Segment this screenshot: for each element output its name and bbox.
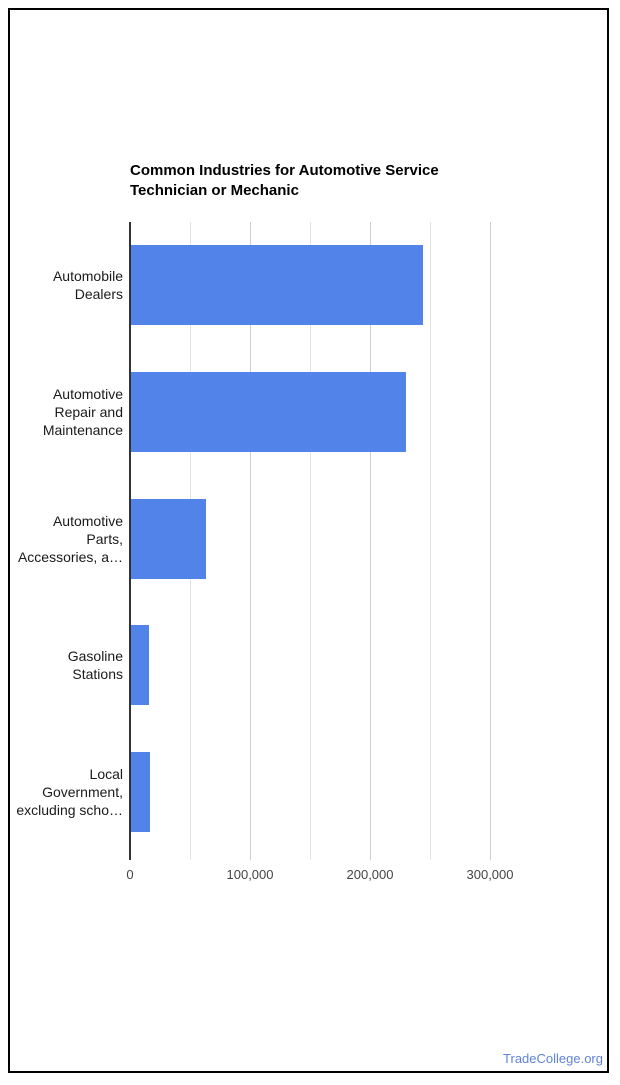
x-tick-label: 100,000 [226,867,274,882]
x-axis-tick [250,855,251,860]
category-label-line: Dealers [74,286,123,303]
gridline-minor [430,222,431,855]
x-axis-tick [190,855,191,860]
category-label [14,385,123,439]
category-label-line: Stations [72,666,123,683]
category-label-line: Automotive [52,385,123,402]
category-label-line: Automobile [52,268,123,285]
category-label-line: Gasoline [67,648,123,665]
x-tick-label: 200,000 [346,867,394,882]
category-label-line: Parts, [86,530,123,547]
chart-title-line-2: Technician or Mechanic [130,182,299,199]
plot-area [10,10,607,1071]
x-axis-tick [430,855,431,860]
bar[interactable] [131,245,423,325]
footer-link[interactable]: TradeCollege.org [503,1051,603,1066]
bar[interactable] [131,372,406,452]
category-label-line: excluding scho… [16,801,123,818]
category-label-line: Automotive [52,512,123,529]
category-label-line: Government, [42,783,123,800]
category-label [14,512,123,566]
category-label-line: Local [89,765,123,782]
category-label-line: Repair and [54,403,123,420]
bar[interactable] [131,625,149,705]
x-axis-tick [370,855,371,860]
category-label-line: Maintenance [42,421,123,438]
chart-title-line-1: Common Industries for Automotive Service [130,162,439,179]
category-label [14,267,123,303]
category-label-line: Accessories, a… [17,548,123,565]
category-label [14,765,123,819]
gridline-major [490,222,491,855]
x-tick-label: 300,000 [466,867,514,882]
category-label [14,647,123,683]
bar[interactable] [131,499,206,579]
x-axis-tick [490,855,491,860]
bar[interactable] [131,752,150,832]
chart-frame [8,8,609,1073]
x-axis-tick [310,855,311,860]
x-tick-label: 0 [126,867,134,882]
